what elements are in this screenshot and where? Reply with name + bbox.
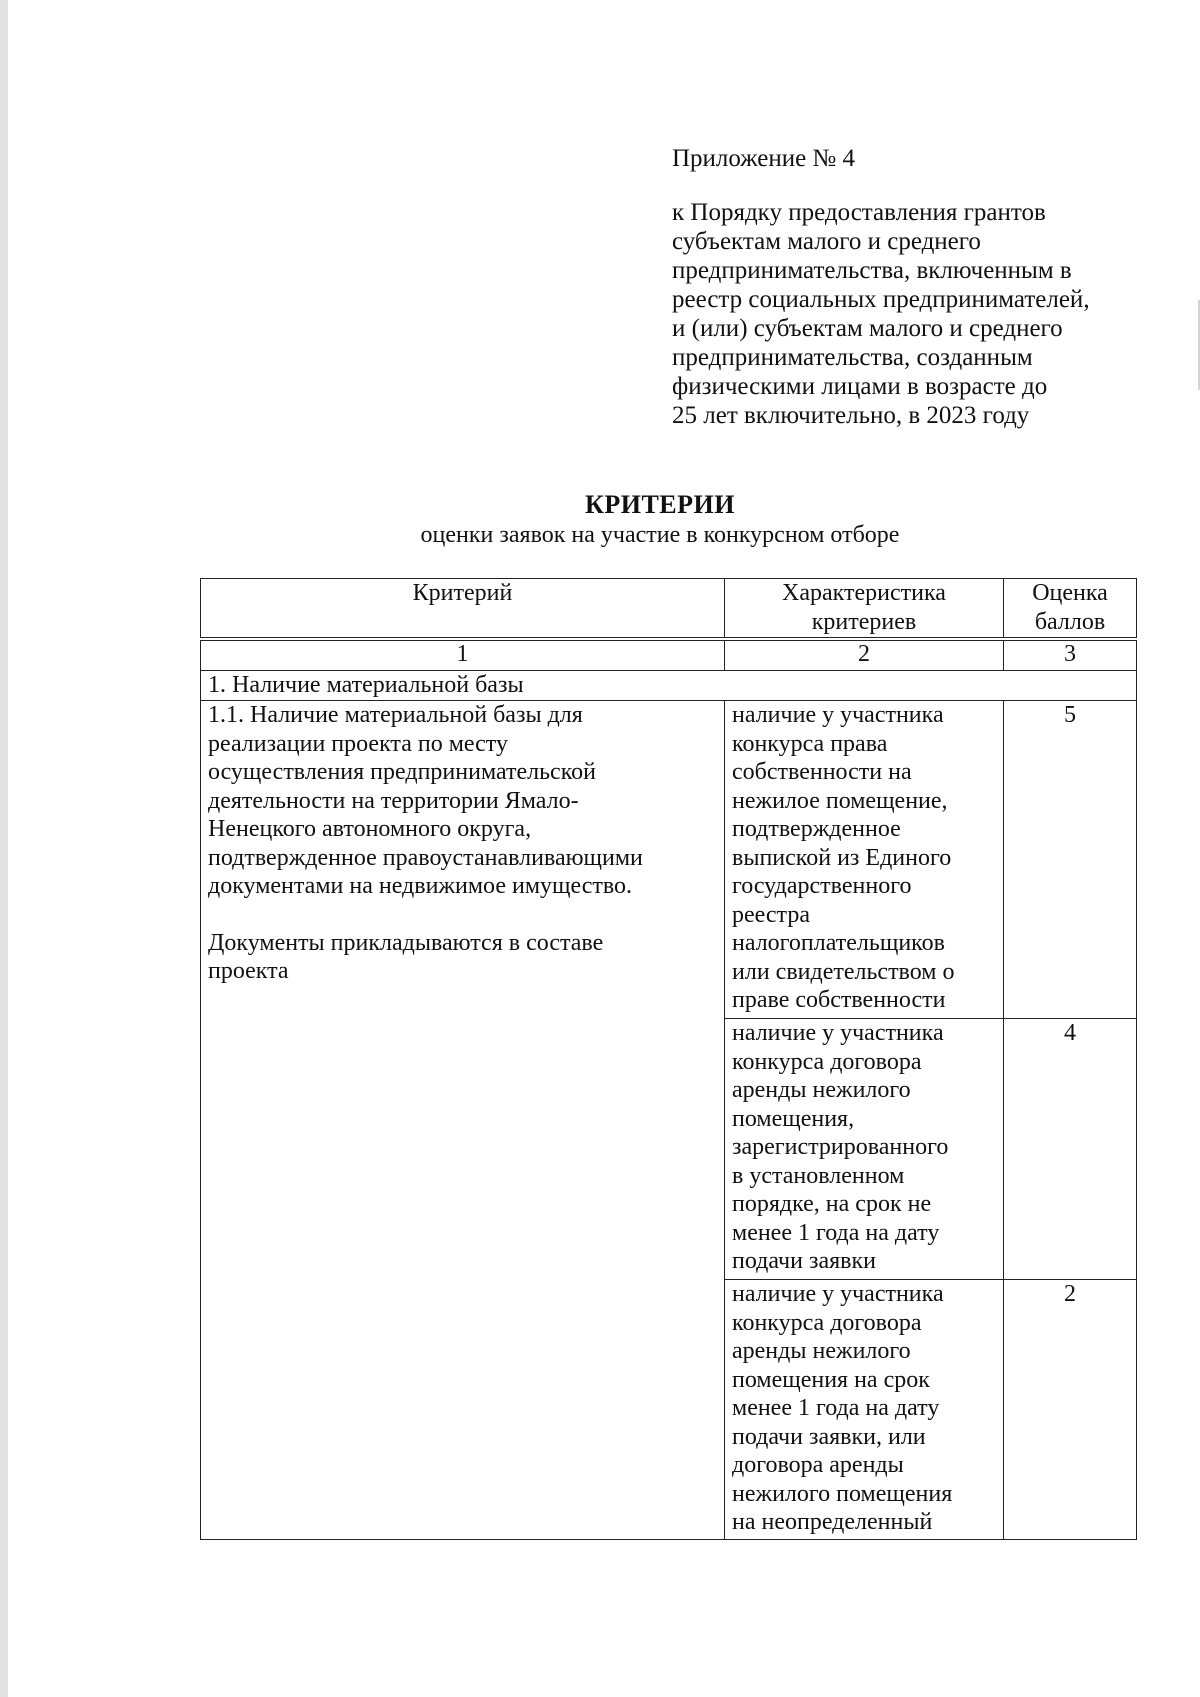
characteristic-line: на неопределенный xyxy=(732,1509,933,1535)
appendix-line: к Порядку предоставления грантов xyxy=(672,199,1046,226)
score-cell: 4 xyxy=(1004,1019,1137,1280)
appendix-line: 25 лет включительно, в 2023 году xyxy=(672,402,1030,429)
criterion-line: 1.1. Наличие материальной базы для xyxy=(208,702,583,728)
characteristic-line: менее 1 года на дату xyxy=(732,1219,940,1246)
score-cell: 2 xyxy=(1004,1280,1137,1540)
header-characteristic: Характеристика критериев xyxy=(725,579,1004,638)
criterion-note-line: Документы прикладываются в составе xyxy=(208,929,604,956)
criterion-line: документами на недвижимое имущество. xyxy=(208,873,633,899)
appendix-line: субъектам малого и среднего xyxy=(672,228,981,255)
section-title: 1. Наличие материальной базы xyxy=(201,671,1137,701)
criterion-cell xyxy=(201,701,725,1540)
characteristic-line: наличие у участника xyxy=(732,1281,944,1307)
characteristic-line: договора аренды xyxy=(732,1452,904,1478)
table-row xyxy=(201,701,1137,1019)
appendix-line: и (или) субъектам малого и среднего xyxy=(672,315,1063,342)
characteristic-line: в установленном xyxy=(732,1162,905,1189)
criterion-note-line: проекта xyxy=(208,958,289,984)
characteristic-line: подачи заявки xyxy=(732,1248,876,1274)
characteristic-line: менее 1 года на дату xyxy=(732,1395,940,1421)
header-criterion: Критерий xyxy=(201,579,725,638)
appendix-block xyxy=(672,144,1142,430)
characteristic-line: аренды нежилого xyxy=(732,1338,911,1364)
column-numbers-row xyxy=(201,641,1137,671)
characteristic-line: конкурса договора xyxy=(732,1048,922,1075)
characteristic-line: нежилое помещение, xyxy=(732,787,948,814)
appendix-line: реестр социальных предпринимателей, xyxy=(672,286,1090,313)
criteria-header-table xyxy=(200,578,1137,638)
criteria-table xyxy=(200,640,1137,1540)
criterion-line: реализации проекта по месту xyxy=(208,730,508,757)
section-row xyxy=(201,671,1137,701)
appendix-line: предпринимательства, созданным xyxy=(672,344,1033,371)
characteristic-line: собственности на xyxy=(732,759,912,785)
characteristic-line: подтвержденное xyxy=(732,816,901,842)
scan-edge-left xyxy=(0,0,8,1697)
header-row xyxy=(201,579,1137,638)
characteristic-line: зарегистрированного xyxy=(732,1134,949,1160)
column-number: 2 xyxy=(725,641,1004,671)
header-score: Оценка баллов xyxy=(1004,579,1137,638)
characteristic-line: выпиской из Единого xyxy=(732,844,952,871)
criterion-line: осуществления предпринимательской xyxy=(208,759,596,785)
characteristic-cell xyxy=(725,1019,1004,1280)
appendix-line: предпринимательства, включенным в xyxy=(672,257,1072,284)
characteristic-cell xyxy=(725,701,1004,1019)
document-title: КРИТЕРИИ xyxy=(585,490,735,519)
characteristic-line: нежилого помещения xyxy=(732,1480,953,1507)
document-subtitle: оценки заявок на участие в конкурсном отборе xyxy=(420,522,900,548)
characteristic-line: наличие у участника xyxy=(732,1020,944,1046)
appendix-number: Приложение № 4 xyxy=(672,145,856,172)
characteristic-line: государственного xyxy=(732,873,912,899)
characteristic-line: налогоплательщиков xyxy=(732,930,945,956)
characteristic-line: наличие у участника xyxy=(732,702,944,728)
appendix-description xyxy=(672,198,1142,430)
criterion-line: Ненецкого автономного округа, xyxy=(208,816,532,842)
column-number: 3 xyxy=(1004,641,1137,671)
characteristic-line: реестра xyxy=(732,901,810,928)
characteristic-line: порядке, на срок не xyxy=(732,1191,932,1217)
characteristic-line: помещения, xyxy=(732,1105,855,1132)
column-number: 1 xyxy=(201,641,725,671)
characteristic-line: конкурса права xyxy=(732,730,888,757)
appendix-line: физическими лицами в возрасте до xyxy=(672,373,1048,400)
score-cell: 5 xyxy=(1004,701,1137,1019)
characteristic-cell xyxy=(725,1280,1004,1540)
characteristic-line: аренды нежилого xyxy=(732,1077,911,1103)
characteristic-line: подачи заявки, или xyxy=(732,1423,926,1450)
characteristic-line: конкурса договора xyxy=(732,1309,922,1336)
characteristic-line: помещения на срок xyxy=(732,1366,930,1393)
document-heading xyxy=(0,490,1200,550)
characteristic-line: праве собственности xyxy=(732,987,946,1013)
paragraph-gap xyxy=(208,901,717,929)
characteristic-line: или свидетельством о xyxy=(732,958,955,985)
criterion-line: деятельности на территории Ямало- xyxy=(208,787,579,814)
criterion-line: подтвержденное правоустанавливающими xyxy=(208,844,643,871)
